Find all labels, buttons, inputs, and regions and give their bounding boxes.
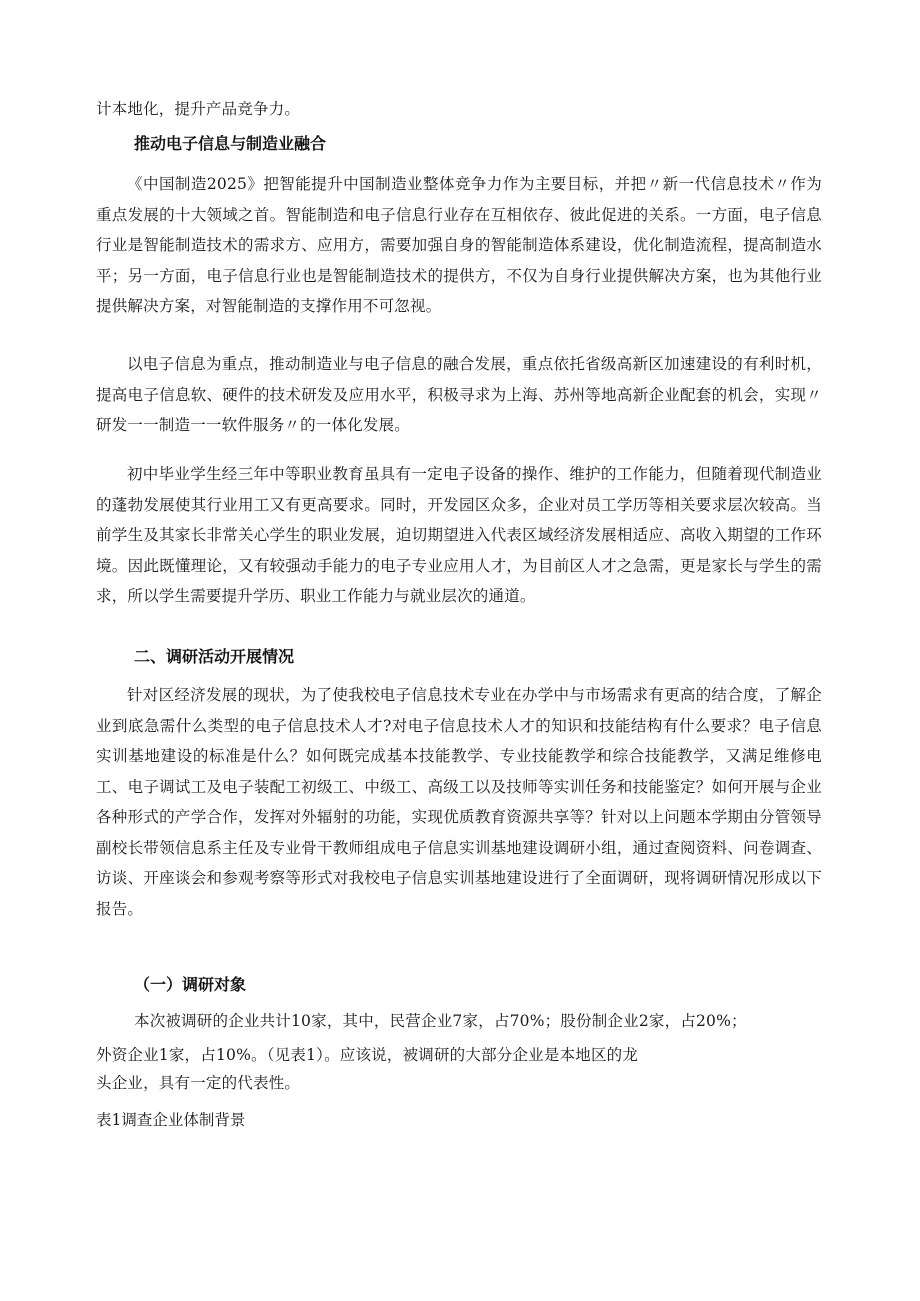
paragraph-focus: 以电子信息为重点，推动制造业与电子信息的融合发展，重点依托省级高新区加速建设的有利时机，提高电子信息软、硬件的技术研发及应用水平，积极寻求为上海、苏州等地高新企业配套的机会，实现〃研发一一制造一一软件服务〃的一体化发展。 (96, 355, 822, 434)
paragraph-survey: 针对区经济发展的现状，为了使我校电子信息技术专业在办学中与市场需求有更高的结合度，了解企业到底急需什么类型的电子信息技术人才?对电子信息技术人才的知识和技能结构有什么要求？电子信息实训基地建设的标准是什么？如何既完成基本技能教学、专业技能教学和综合技能教学，又满足维修电工、电子调试工及电子装配工初级工、中级工、高级工以及技师等实训任务和技能鉴定？如何开展与企业各种形式的产学合作，发挥对外辐射的功能，实现优质教育资源共享等？针对以上问题本学期由分管领导副校长带领信息系主任及专业骨干教师组成电子信息实训基地建设调研小组，通过查阅资料、问卷调查、访谈、开座谈会和参观考察等形式对我校电子信息实训基地建设进行了全面调研，现将调研情况形成以下报告。 (96, 686, 822, 918)
heading-integration: 推动电子信息与制造业融合 (134, 134, 327, 153)
table-caption: 表1调查企业体制背景 (96, 1111, 246, 1129)
paragraph-targets-line-3: 头企业，具有一定的代表性。 (96, 1074, 301, 1092)
paragraph-targets-line-1: 本次被调研的企业共计10家，其中，民营企业7家，占70%；股份制企业2家，占20%； (134, 1012, 747, 1030)
paragraph-made-in-china: 《中国制造2025》把智能提升中国制造业整体竞争力作为主要目标，并把〃新一代信息技术〃作为重点发展的十大领域之首。智能制造和电子信息行业存在互相依存、彼此促进的关系。一方面，电子信息行业是智能制造技术的需求方、应用方，需要加强自身的智能制造体系建设，优化制造流程，提高制造水平；另一方面，电子信息行业也是智能制造技术的提供方，不仅为自身行业提供解决方案，也为其他行业提供解决方案，对智能制造的支撑作用不可忽视。 (96, 175, 822, 315)
paragraph-graduates: 初中毕业学生经三年中等职业教育虽具有一定电子设备的操作、维护的工作能力，但随着现代制造业的蓬勃发展使其行业用工又有更高要求。同时，开发园区众多，企业对员工学历等相关要求层次较高。当前学生及其家长非常关心学生的职业发展，迫切期望进入代表区域经济发展相适应、高收入期望的工作环境。因此既懂理论，又有较强动手能力的电子专业应用人才，为目前区人才之急需，更是家长与学生的需求，所以学生需要提升学历、职业工作能力与就业层次的通道。 (96, 465, 822, 605)
paragraph-fragment: 计本地化，提升产品竞争力。 (96, 100, 301, 118)
heading-section-2: 二、调研活动开展情况 (134, 647, 295, 666)
heading-subsection-1: （一）调研对象 (134, 975, 247, 994)
paragraph-targets-line-2: 外资企业1家，占10%。（见表1）。应该说，被调研的大部分企业是本地区的龙 (96, 1046, 639, 1064)
